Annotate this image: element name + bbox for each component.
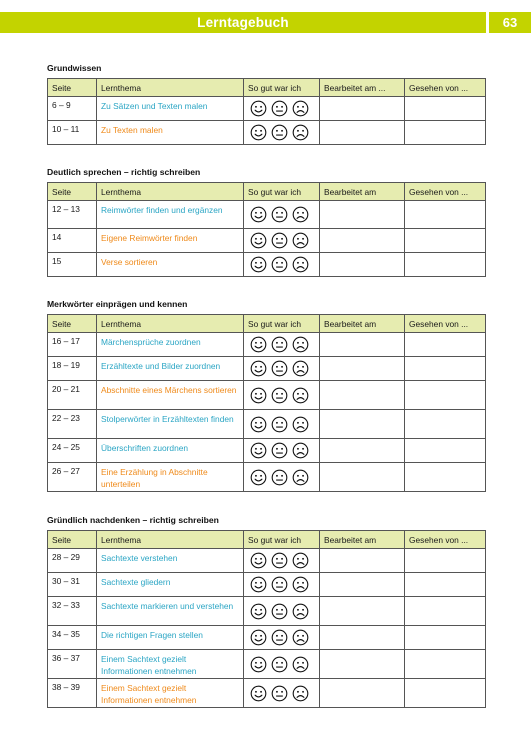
column-header: Seite (48, 315, 97, 333)
smiley-sad-icon[interactable] (292, 206, 309, 223)
reviewed-by-cell[interactable] (405, 253, 486, 277)
topic-cell: Sachtexte markieren und verstehen (97, 597, 244, 626)
column-header: Lernthema (97, 315, 244, 333)
self-rating-cell (244, 333, 320, 357)
smiley-neutral-icon[interactable] (271, 603, 288, 620)
reviewed-by-cell[interactable] (405, 573, 486, 597)
completed-date-cell[interactable] (320, 410, 405, 439)
column-header: So gut war ich (244, 183, 320, 201)
topic-cell: Überschriften zuordnen (97, 439, 244, 463)
completed-date-cell[interactable] (320, 597, 405, 626)
reviewed-by-cell[interactable] (405, 229, 486, 253)
smiley-sad-icon[interactable] (292, 685, 309, 702)
table-row (48, 626, 486, 650)
reviewed-by-cell[interactable] (405, 439, 486, 463)
reviewed-by-cell[interactable] (405, 97, 486, 121)
column-header: Bearbeitet am (320, 315, 405, 333)
smiley-neutral-icon[interactable] (271, 336, 288, 353)
smiley-happy-icon[interactable] (250, 256, 267, 273)
completed-date-cell[interactable] (320, 357, 405, 381)
self-rating-cell (244, 357, 320, 381)
column-header: Seite (48, 531, 97, 549)
section-heading: Gründlich nachdenken – richtig schreiben (47, 515, 219, 525)
column-header: Seite (48, 79, 97, 97)
column-header: Gesehen von ... (405, 315, 486, 333)
smiley-happy-icon[interactable] (250, 387, 267, 404)
smiley-neutral-icon[interactable] (271, 387, 288, 404)
table-row (48, 573, 486, 597)
column-header: So gut war ich (244, 79, 320, 97)
learning-log-table (47, 530, 486, 708)
topic-cell: Märchensprüche zuordnen (97, 333, 244, 357)
page-range-cell: 38 – 39 (48, 679, 97, 708)
self-rating-cell (244, 679, 320, 708)
smiley-neutral-icon[interactable] (271, 656, 288, 673)
column-header: Lernthema (97, 183, 244, 201)
table-header-row (48, 79, 486, 97)
table-row (48, 549, 486, 573)
smiley-sad-icon[interactable] (292, 552, 309, 569)
smiley-happy-icon[interactable] (250, 552, 267, 569)
column-header: Lernthema (97, 531, 244, 549)
smiley-happy-icon[interactable] (250, 576, 267, 593)
smiley-sad-icon[interactable] (292, 629, 309, 646)
topic-cell: Einem Sachtext gezielt Informationen entnehmen (97, 679, 244, 708)
reviewed-by-cell[interactable] (405, 679, 486, 708)
completed-date-cell[interactable] (320, 229, 405, 253)
page-range-cell: 32 – 33 (48, 597, 97, 626)
self-rating-cell (244, 229, 320, 253)
smiley-neutral-icon[interactable] (271, 685, 288, 702)
section-heading: Merkwörter einprägen und kennen (47, 299, 188, 309)
completed-date-cell[interactable] (320, 201, 405, 229)
page-range-cell: 16 – 17 (48, 333, 97, 357)
page-range-cell: 28 – 29 (48, 549, 97, 573)
table-row (48, 410, 486, 439)
topic-cell: Reimwörter finden und ergänzen (97, 201, 244, 229)
reviewed-by-cell[interactable] (405, 357, 486, 381)
table-row (48, 597, 486, 626)
table-header-row (48, 531, 486, 549)
smiley-happy-icon[interactable] (250, 629, 267, 646)
table-row (48, 650, 486, 679)
smiley-sad-icon[interactable] (292, 442, 309, 459)
smiley-neutral-icon[interactable] (271, 469, 288, 486)
page-range-cell: 26 – 27 (48, 463, 97, 492)
smiley-neutral-icon[interactable] (271, 256, 288, 273)
smiley-sad-icon[interactable] (292, 656, 309, 673)
smiley-neutral-icon[interactable] (271, 232, 288, 249)
self-rating-cell (244, 573, 320, 597)
self-rating-cell (244, 439, 320, 463)
page-range-cell: 15 (48, 253, 97, 277)
topic-cell: Zu Texten malen (97, 121, 244, 145)
page-range-cell: 12 – 13 (48, 201, 97, 229)
smiley-happy-icon[interactable] (250, 124, 267, 141)
table-row (48, 463, 486, 492)
smiley-sad-icon[interactable] (292, 336, 309, 353)
reviewed-by-cell[interactable] (405, 626, 486, 650)
completed-date-cell[interactable] (320, 121, 405, 145)
topic-cell: Sachtexte gliedern (97, 573, 244, 597)
self-rating-cell (244, 97, 320, 121)
self-rating-cell (244, 201, 320, 229)
smiley-sad-icon[interactable] (292, 124, 309, 141)
smiley-sad-icon[interactable] (292, 256, 309, 273)
learning-log-table (47, 78, 486, 145)
page-range-cell: 18 – 19 (48, 357, 97, 381)
self-rating-cell (244, 650, 320, 679)
section (47, 166, 485, 277)
table-row (48, 201, 486, 229)
self-rating-cell (244, 253, 320, 277)
column-header: So gut war ich (244, 531, 320, 549)
table-row (48, 381, 486, 410)
smiley-happy-icon[interactable] (250, 232, 267, 249)
completed-date-cell[interactable] (320, 97, 405, 121)
topic-cell: Einem Sachtext gezielt Informationen entnehmen (97, 650, 244, 679)
smiley-happy-icon[interactable] (250, 206, 267, 223)
completed-date-cell[interactable] (320, 381, 405, 410)
topic-cell: Stolperwörter in Erzähltexten finden (97, 410, 244, 439)
topic-cell: Die richtigen Fragen stellen (97, 626, 244, 650)
table-row (48, 253, 486, 277)
smiley-neutral-icon[interactable] (271, 552, 288, 569)
page-title: Lerntagebuch (197, 15, 289, 30)
smiley-sad-icon[interactable] (292, 469, 309, 486)
header-bar (0, 12, 486, 33)
section-heading: Grundwissen (47, 63, 102, 73)
smiley-neutral-icon[interactable] (271, 416, 288, 433)
smiley-neutral-icon[interactable] (271, 206, 288, 223)
page-range-cell: 14 (48, 229, 97, 253)
table-header-row (48, 315, 486, 333)
topic-cell: Eigene Reimwörter finden (97, 229, 244, 253)
smiley-sad-icon[interactable] (292, 360, 309, 377)
column-header: So gut war ich (244, 315, 320, 333)
completed-date-cell[interactable] (320, 463, 405, 492)
completed-date-cell[interactable] (320, 626, 405, 650)
smiley-happy-icon[interactable] (250, 100, 267, 117)
self-rating-cell (244, 597, 320, 626)
smiley-neutral-icon[interactable] (271, 100, 288, 117)
column-header: Gesehen von ... (405, 183, 486, 201)
topic-cell: Eine Erzählung in Abschnitte unterteilen (97, 463, 244, 492)
page-range-cell: 6 – 9 (48, 97, 97, 121)
smiley-happy-icon[interactable] (250, 336, 267, 353)
smiley-happy-icon[interactable] (250, 603, 267, 620)
topic-cell: Zu Sätzen und Texten malen (97, 97, 244, 121)
reviewed-by-cell[interactable] (405, 121, 486, 145)
table-row (48, 121, 486, 145)
column-header: Gesehen von ... (405, 79, 486, 97)
page-number: 63 (489, 12, 531, 33)
self-rating-cell (244, 410, 320, 439)
completed-date-cell[interactable] (320, 549, 405, 573)
smiley-sad-icon[interactable] (292, 603, 309, 620)
reviewed-by-cell[interactable] (405, 650, 486, 679)
smiley-neutral-icon[interactable] (271, 124, 288, 141)
topic-cell: Erzähltexte und Bilder zuordnen (97, 357, 244, 381)
completed-date-cell[interactable] (320, 573, 405, 597)
completed-date-cell[interactable] (320, 679, 405, 708)
smiley-happy-icon[interactable] (250, 469, 267, 486)
completed-date-cell[interactable] (320, 333, 405, 357)
reviewed-by-cell[interactable] (405, 333, 486, 357)
page-range-cell: 20 – 21 (48, 381, 97, 410)
column-header: Bearbeitet am (320, 531, 405, 549)
table-row (48, 357, 486, 381)
smiley-happy-icon[interactable] (250, 416, 267, 433)
topic-cell: Sachtexte verstehen (97, 549, 244, 573)
page-range-cell: 34 – 35 (48, 626, 97, 650)
table-row (48, 333, 486, 357)
table-row (48, 229, 486, 253)
smiley-happy-icon[interactable] (250, 685, 267, 702)
learning-log-table (47, 182, 486, 277)
table-row (48, 679, 486, 708)
completed-date-cell[interactable] (320, 439, 405, 463)
smiley-sad-icon[interactable] (292, 387, 309, 404)
reviewed-by-cell[interactable] (405, 410, 486, 439)
reviewed-by-cell[interactable] (405, 463, 486, 492)
smiley-happy-icon[interactable] (250, 360, 267, 377)
column-header: Bearbeitet am ... (320, 79, 405, 97)
reviewed-by-cell[interactable] (405, 201, 486, 229)
page-range-cell: 36 – 37 (48, 650, 97, 679)
table-header-row (48, 183, 486, 201)
smiley-sad-icon[interactable] (292, 232, 309, 249)
section-heading: Deutlich sprechen – richtig schreiben (47, 167, 201, 177)
smiley-neutral-icon[interactable] (271, 576, 288, 593)
reviewed-by-cell[interactable] (405, 381, 486, 410)
column-header: Seite (48, 183, 97, 201)
smiley-sad-icon[interactable] (292, 576, 309, 593)
smiley-neutral-icon[interactable] (271, 360, 288, 377)
column-header: Bearbeitet am (320, 183, 405, 201)
section (47, 514, 485, 708)
column-header: Gesehen von ... (405, 531, 486, 549)
page-range-cell: 22 – 23 (48, 410, 97, 439)
reviewed-by-cell[interactable] (405, 597, 486, 626)
reviewed-by-cell[interactable] (405, 549, 486, 573)
smiley-happy-icon[interactable] (250, 656, 267, 673)
page-range-cell: 24 – 25 (48, 439, 97, 463)
smiley-happy-icon[interactable] (250, 442, 267, 459)
learning-log-table (47, 314, 486, 492)
smiley-sad-icon[interactable] (292, 416, 309, 433)
self-rating-cell (244, 121, 320, 145)
section (47, 298, 485, 492)
page-range-cell: 10 – 11 (48, 121, 97, 145)
completed-date-cell[interactable] (320, 253, 405, 277)
table-row (48, 97, 486, 121)
topic-cell: Abschnitte eines Märchens sortieren (97, 381, 244, 410)
topic-cell: Verse sortieren (97, 253, 244, 277)
smiley-sad-icon[interactable] (292, 100, 309, 117)
self-rating-cell (244, 381, 320, 410)
self-rating-cell (244, 549, 320, 573)
smiley-neutral-icon[interactable] (271, 442, 288, 459)
table-row (48, 439, 486, 463)
column-header: Lernthema (97, 79, 244, 97)
page-range-cell: 30 – 31 (48, 573, 97, 597)
section (47, 62, 485, 145)
self-rating-cell (244, 463, 320, 492)
smiley-neutral-icon[interactable] (271, 629, 288, 646)
completed-date-cell[interactable] (320, 650, 405, 679)
self-rating-cell (244, 626, 320, 650)
